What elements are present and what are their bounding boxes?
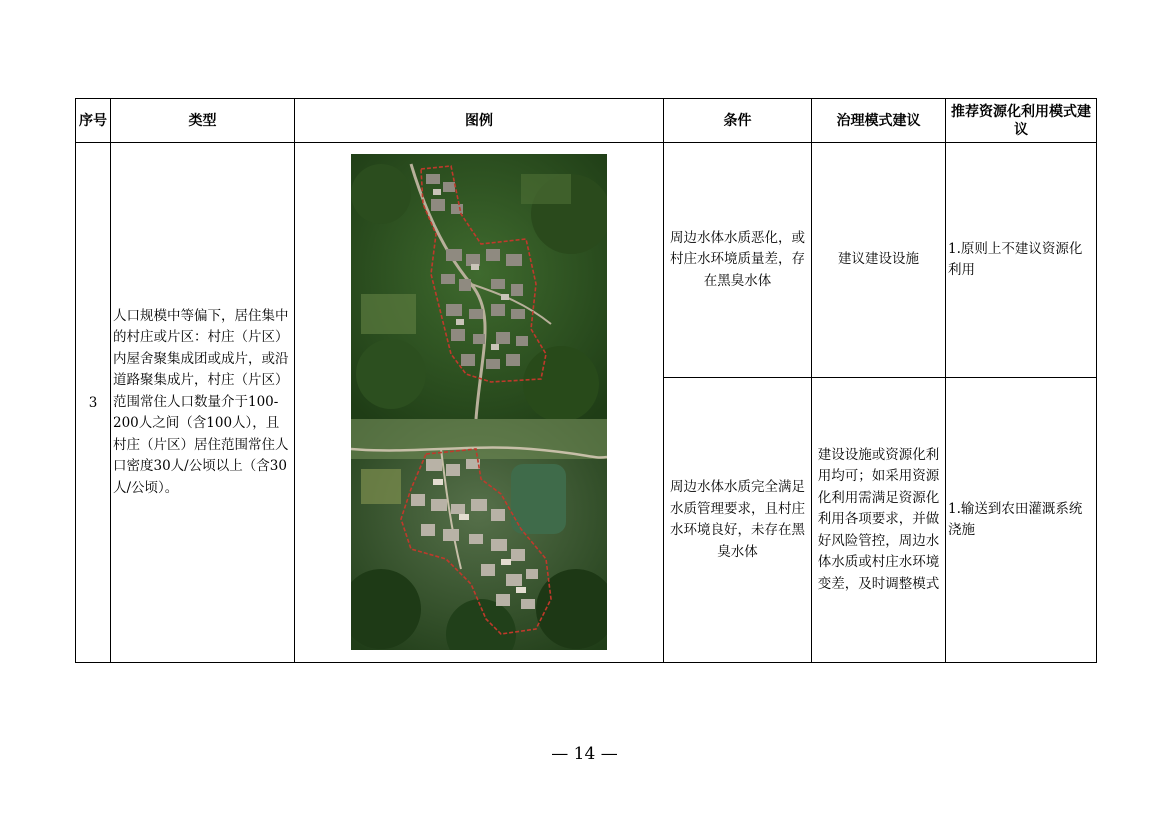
header-governance: 治理模式建议: [812, 99, 946, 143]
header-legend: 图例: [295, 99, 664, 143]
condition-1: 周边水体水质恶化，或村庄水环境质量差，存在黑臭水体: [664, 143, 812, 378]
header-reuse: 推荐资源化利用模式建议: [946, 99, 1097, 143]
row-type-description: 人口规模中等偏下，居住集中的村庄或片区：村庄（片区）内屋舍聚集成团或成片，或沿道路聚集成片，村庄（片区）范围常住人口数量介于100-200人之间（含100人），且村庄（片区）居住范围常住人口密度30人/公顷以上（含30人/公顷）。: [111, 143, 295, 663]
header-condition: 条件: [664, 99, 812, 143]
satellite-village-aerial-top: [351, 154, 607, 419]
page-number: — 14 —: [551, 744, 618, 764]
legend-images-cell: [295, 143, 664, 663]
header-seq: 序号: [76, 99, 111, 143]
header-type: 类型: [111, 99, 295, 143]
header-row: [76, 99, 1097, 143]
satellite-images: [351, 154, 607, 650]
governance-2: 建设设施或资源化利用均可；如采用资源化利用需满足资源化利用各项要求，并做好风险管控，周边水体水质或村庄水环境变差，及时调整模式: [812, 378, 946, 663]
governance-table: [75, 98, 1097, 663]
row-seq: 3: [76, 143, 111, 663]
reuse-2: 1.输送到农田灌溉系统浇施: [946, 378, 1097, 663]
reuse-1: 1.原则上不建议资源化利用: [946, 143, 1097, 378]
governance-1: 建议建设设施: [812, 143, 946, 378]
condition-2: 周边水体水质完全满足水质管理要求，且村庄水环境良好，未存在黑臭水体: [664, 378, 812, 663]
satellite-village-aerial-bottom: [351, 419, 607, 650]
table-row: [76, 143, 1097, 378]
